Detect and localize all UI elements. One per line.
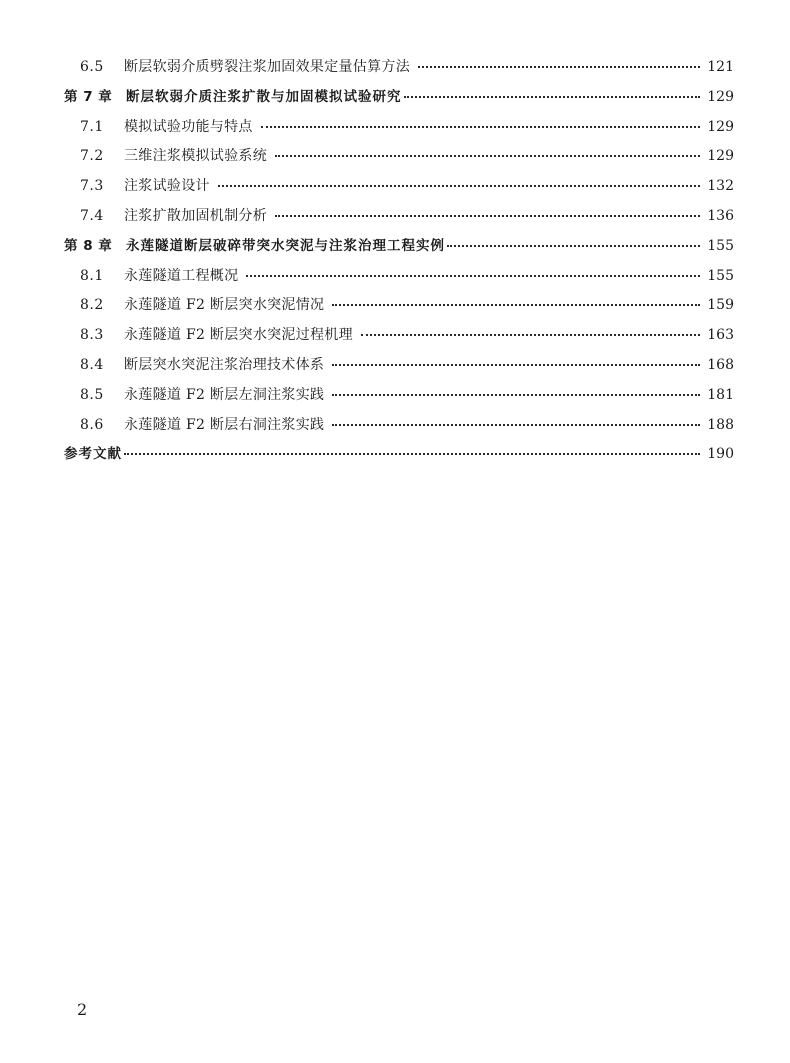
- entry-page: 155: [707, 237, 734, 254]
- references-title: 参考文献: [64, 446, 122, 463]
- dot-leader: [246, 274, 700, 277]
- toc-entry-6-5: [64, 53, 734, 83]
- chapter-title: 永莲隧道断层破碎带突水突泥与注浆治理工程实例: [126, 237, 445, 254]
- entry-page: 132: [707, 178, 734, 195]
- dot-leader: [332, 393, 700, 396]
- toc-entry-8-1: [64, 262, 734, 292]
- entry-number: 8.1: [80, 267, 104, 284]
- toc-entry-8-4: [64, 351, 734, 381]
- entry-number: 8.2: [80, 297, 104, 314]
- toc-entry-8-6: [64, 411, 734, 441]
- entry-title: 永莲隧道 F2 断层突水突泥情况: [124, 297, 325, 314]
- entry-number: 8.5: [80, 386, 104, 403]
- chapter-title: 断层软弱介质注浆扩散与加固模拟试验研究: [126, 88, 402, 105]
- toc-chapter-7: [64, 83, 734, 113]
- toc-entry-8-3: [64, 321, 734, 351]
- dot-leader: [124, 452, 700, 455]
- entry-page: 129: [707, 118, 734, 135]
- entry-number: 7.4: [80, 207, 104, 224]
- entry-page: 190: [707, 446, 734, 463]
- toc-entry-7-2: [64, 142, 734, 172]
- entry-page: 163: [707, 327, 734, 344]
- toc-entry-8-2: [64, 291, 734, 321]
- dot-leader: [332, 423, 700, 426]
- entry-number: 7.1: [80, 118, 104, 135]
- chapter-number: 第 8 章: [64, 237, 113, 254]
- entry-page: 121: [707, 59, 734, 75]
- entry-title: 注浆试验设计: [124, 178, 210, 195]
- toc-chapter-8: [64, 232, 734, 262]
- dot-leader: [332, 363, 700, 366]
- dot-leader: [447, 244, 700, 247]
- dot-leader: [275, 154, 700, 157]
- entry-title: 断层突水突泥注浆治理技术体系: [124, 356, 325, 373]
- dot-leader: [261, 125, 700, 128]
- entry-title: 断层软弱介质劈裂注浆加固效果定量估算方法: [124, 59, 410, 75]
- dot-leader: [361, 333, 700, 336]
- dot-leader: [332, 303, 700, 306]
- entry-page: 136: [707, 207, 734, 224]
- toc-entry-8-5: [64, 381, 734, 411]
- dot-leader: [418, 65, 700, 68]
- entry-number: 8.3: [80, 327, 104, 344]
- entry-number: 8.6: [80, 416, 104, 433]
- toc-entry-7-1: [64, 113, 734, 143]
- entry-page: 188: [707, 416, 734, 433]
- toc-entry-7-4: [64, 202, 734, 232]
- toc-entry-7-3: [64, 172, 734, 202]
- entry-title: 永莲隧道 F2 断层右洞注浆实践: [124, 416, 325, 433]
- entry-page: 168: [707, 356, 734, 373]
- entry-number: 7.2: [80, 148, 104, 165]
- page-number: 2: [77, 1000, 88, 1019]
- chapter-number: 第 7 章: [64, 88, 113, 105]
- toc-references: [64, 440, 734, 470]
- table-of-contents: [64, 53, 734, 470]
- entry-title: 永莲隧道 F2 断层突水突泥过程机理: [124, 327, 353, 344]
- entry-number: 6.5: [80, 59, 104, 75]
- entry-page: 129: [707, 148, 734, 165]
- entry-title: 模拟试验功能与特点: [124, 118, 253, 135]
- entry-number: 7.3: [80, 178, 104, 195]
- entry-title: 永莲隧道工程概况: [124, 267, 239, 284]
- entry-number: 8.4: [80, 356, 104, 373]
- dot-leader: [404, 95, 701, 98]
- entry-page: 181: [707, 386, 734, 403]
- entry-page: 129: [707, 88, 734, 105]
- entry-title: 永莲隧道 F2 断层左洞注浆实践: [124, 386, 325, 403]
- dot-leader: [275, 214, 700, 217]
- entry-title: 三维注浆模拟试验系统: [124, 148, 267, 165]
- dot-leader: [218, 184, 700, 187]
- entry-page: 159: [707, 297, 734, 314]
- entry-title: 注浆扩散加固机制分析: [124, 207, 267, 224]
- entry-page: 155: [707, 267, 734, 284]
